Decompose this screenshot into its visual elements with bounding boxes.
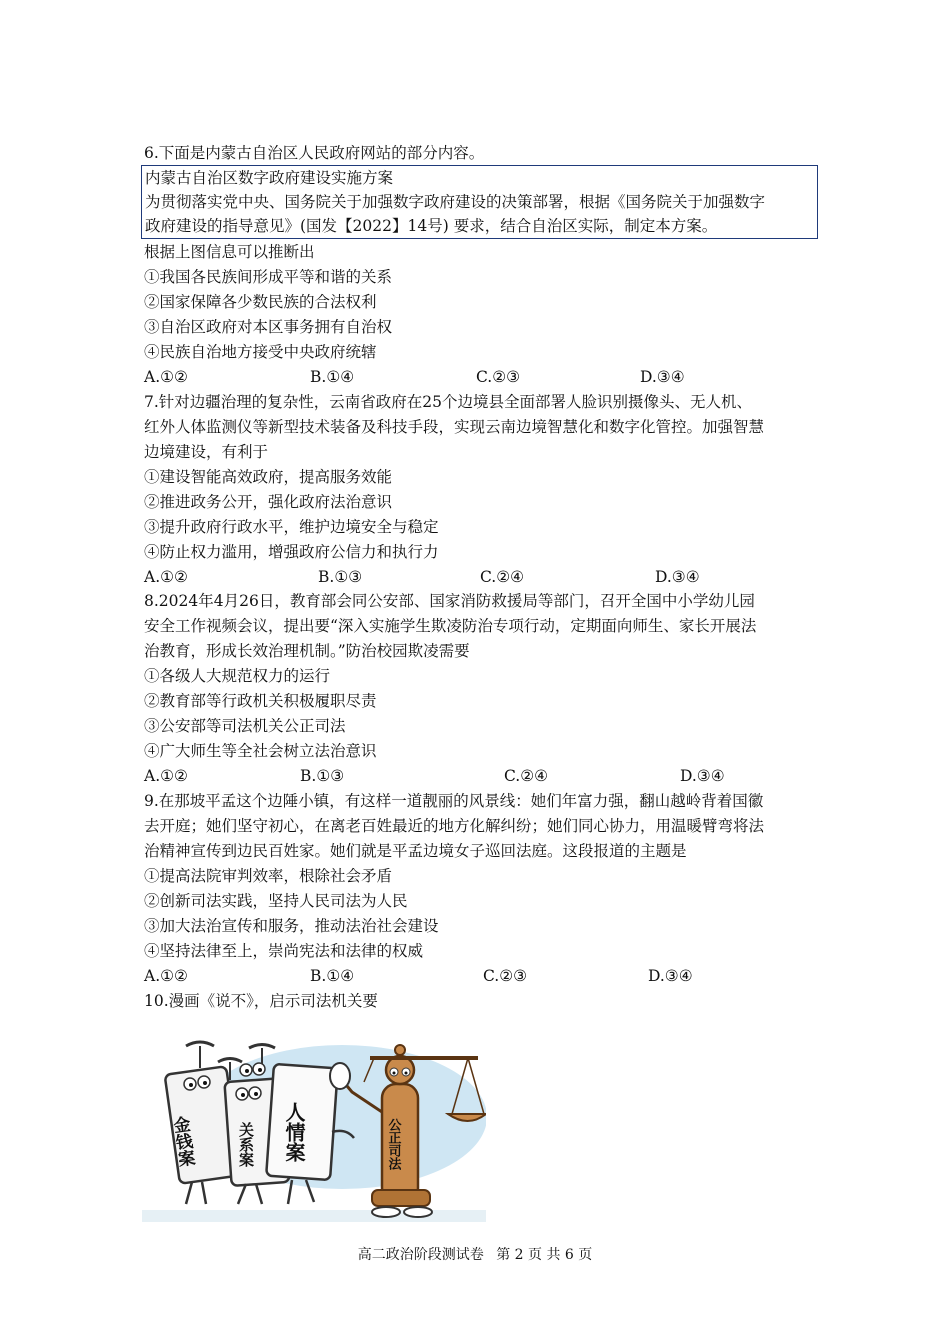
q7-option-c: C.②④ [480, 568, 525, 586]
q7-option-b: B.①③ [318, 568, 363, 586]
q7-item-2: ②推进政务公开，强化政府法治意识 [144, 493, 393, 511]
q6-item-1: ①我国各民族间形成平等和谐的关系 [144, 268, 393, 286]
footer-exam-title: 高二政治阶段测试卷 [357, 1247, 484, 1263]
q8-item-3: ③公安部等司法机关公正司法 [144, 717, 346, 735]
q9-stem-line-3: 治精神宣传到边民百姓家。她们就是平孟边境女子巡回法庭。这段报道的主题是 [144, 842, 687, 860]
q9-option-c: C.②③ [483, 967, 528, 985]
label-justice: 公正司法 [385, 1118, 401, 1170]
q9-item-2: ②创新司法实践，坚持人民司法为人民 [144, 892, 408, 910]
footer-page-number: 第 2 页 共 6 页 [496, 1247, 593, 1263]
label-relation: 关系案 [237, 1122, 255, 1167]
page-footer [0, 1244, 950, 1264]
q7-item-3: ③提升政府行政水平，维护边境安全与稳定 [144, 518, 439, 536]
q6-option-c: C.②③ [476, 368, 521, 386]
q7-stem-line-1: 7.针对边疆治理的复杂性，云南省政府在25个边境县全面部署人脸识别摄像头、无人机、 [144, 393, 753, 411]
q9-option-b: B.①④ [310, 967, 355, 985]
q9-stem-line-2: 去开庭；她们坚守初心，在离老百姓最近的地方化解纠纷；她们同心协力，用温暖臂弯将法 [144, 817, 765, 835]
cartoon-say-no [142, 1022, 486, 1222]
q7-item-4: ④防止权力滥用，增强政府公信力和执行力 [144, 543, 439, 561]
q9-option-d: D.③④ [648, 967, 693, 985]
q7-stem-line-3: 边境建设，有利于 [144, 443, 269, 461]
q9-item-4: ④坚持法律至上，崇尚宪法和法律的权威 [144, 942, 424, 960]
q6-prompt: 根据上图信息可以推断出 [144, 243, 315, 261]
label-money: 金钱案 [168, 1114, 196, 1169]
q8-option-c: C.②④ [504, 767, 549, 785]
q6-box-title: 内蒙古自治区数字政府建设实施方案 [145, 169, 394, 187]
q8-stem-line-3: 治教育，形成长效治理机制。”防治校园欺凌需要 [144, 642, 470, 660]
q9-item-1: ①提高法院审判效率，根除社会矛盾 [144, 867, 393, 885]
q9-stem-line-1: 9.在那坡平孟这个边陲小镇，有这样一道靓丽的风景线：她们年富力强，翻山越岭背着国徽 [144, 792, 764, 810]
q9-item-3: ③加大法治宣传和服务，推动法治社会建设 [144, 917, 439, 935]
q7-item-1: ①建设智能高效政府，提高服务效能 [144, 468, 393, 486]
q8-item-1: ①各级人大规范权力的运行 [144, 667, 331, 685]
q6-item-3: ③自治区政府对本区事务拥有自治权 [144, 318, 393, 336]
q6-item-2: ②国家保障各少数民族的合法权利 [144, 293, 377, 311]
q9-option-a: A.①② [144, 967, 188, 985]
q8-option-b: B.①③ [300, 767, 345, 785]
q8-item-2: ②教育部等行政机关积极履职尽责 [144, 692, 377, 710]
q8-item-4: ④广大师生等全社会树立法治意识 [144, 742, 377, 760]
q8-option-d: D.③④ [680, 767, 725, 785]
q6-box-line2: 政府建设的指导意见》(国发【2022】14号) 要求，结合自治区实际，制定本方案。 [145, 217, 718, 235]
q10-stem: 10.漫画《说不》，启示司法机关要 [144, 992, 378, 1010]
q7-option-d: D.③④ [655, 568, 700, 586]
q8-stem-line-2: 安全工作视频会议，提出要“深入实施学生欺凌防治专项行动，定期面向师生、家长开展法 [144, 617, 757, 635]
q6-option-b: B.①④ [310, 368, 355, 386]
q6-option-a: A.①② [144, 368, 188, 386]
q8-stem-line-1: 8.2024年4月26日，教育部会同公安部、国家消防救援局等部门，召开全国中小学幼儿园 [144, 592, 755, 610]
q7-stem-line-2: 红外人体监测仪等新型技术装备及科技手段，实现云南边境智慧化和数字化管控。加强智慧 [144, 418, 765, 436]
q6-option-d: D.③④ [640, 368, 685, 386]
q6-excerpt-box [141, 165, 818, 239]
label-favor: 人情案 [282, 1102, 306, 1162]
q6-box-line1: 为贯彻落实党中央、国务院关于加强数字政府建设的决策部署，根据《国务院关于加强数字 [145, 193, 766, 211]
q6-stem: 6.下面是内蒙古自治区人民政府网站的部分内容。 [144, 144, 485, 162]
q8-option-a: A.①② [144, 767, 188, 785]
q7-option-a: A.①② [144, 568, 188, 586]
q6-item-4: ④民族自治地方接受中央政府统辖 [144, 343, 377, 361]
